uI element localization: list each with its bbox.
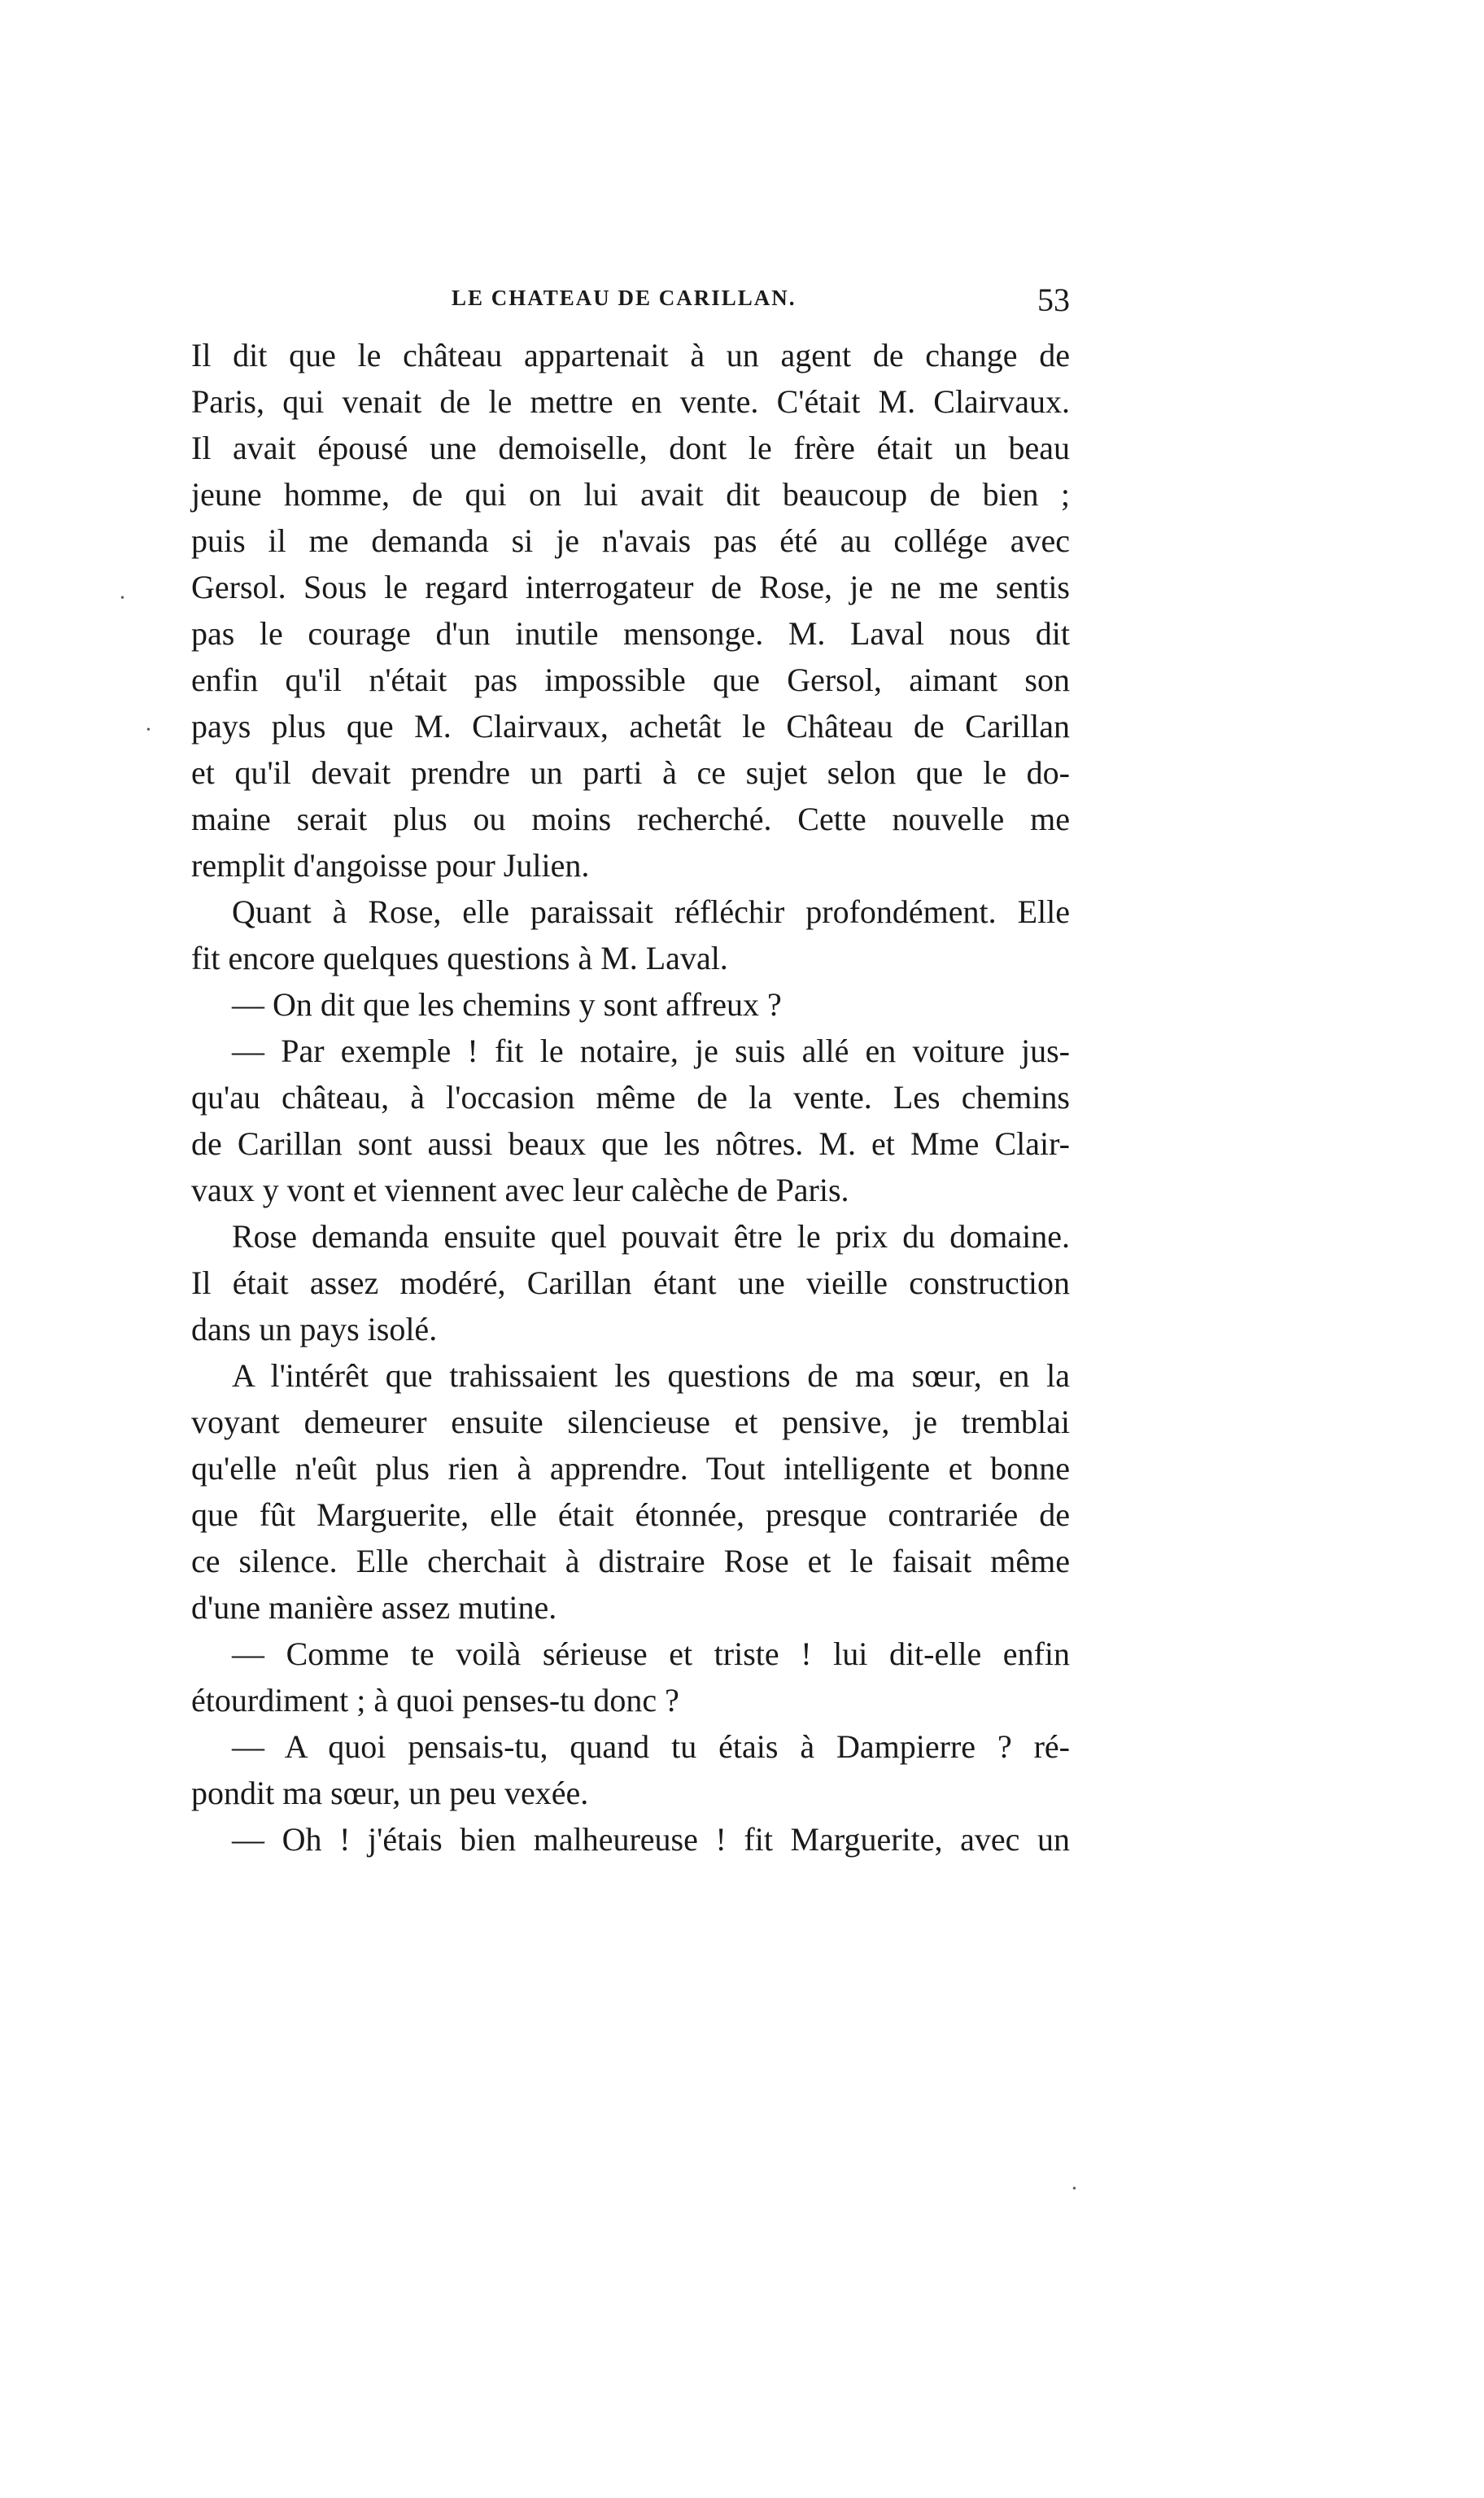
text-line: maine serait plus ou moins recherché. Cette nouvelle me xyxy=(191,801,1070,837)
text-line: — Comme te voilà sérieuse et triste ! lui dit-elle enfin xyxy=(232,1635,1070,1672)
scan-speck: • xyxy=(120,592,124,605)
text-line: étourdiment ; à quoi penses-tu donc ? xyxy=(191,1682,679,1718)
body-text xyxy=(191,332,1070,1863)
text-line: jeune homme, de qui on lui avait dit beaucoup de bien ; xyxy=(191,476,1070,513)
running-head xyxy=(207,281,1070,321)
text-line: qu'au château, à l'occasion même de la vente. Les chemins xyxy=(191,1079,1070,1116)
text-line: pas le courage d'un inutile mensonge. M. Laval nous dit xyxy=(191,615,1070,652)
text-line: Il dit que le château appartenait à un agent de change de xyxy=(191,337,1070,373)
text-line: A l'intérêt que trahissaient les questions de ma sœur, en la xyxy=(232,1357,1070,1394)
text-line: d'une manière assez mutine. xyxy=(191,1589,557,1626)
text-line: Rose demanda ensuite quel pouvait être le prix du domaine. xyxy=(232,1218,1070,1255)
text-line: pays plus que M. Clairvaux, achetât le Château de Carillan xyxy=(191,708,1070,745)
text-line: et qu'il devait prendre un parti à ce sujet selon que le do- xyxy=(191,754,1070,791)
text-line: enfin qu'il n'était pas impossible que Gersol, aimant son xyxy=(191,662,1070,698)
text-line: pondit ma sœur, un peu vexée. xyxy=(191,1775,589,1811)
text-line: qu'elle n'eût plus rien à apprendre. Tout intelligente et bonne xyxy=(191,1450,1070,1487)
scan-speck: • xyxy=(146,724,151,736)
scan-speck: • xyxy=(1072,2183,1076,2195)
text-line: Il avait épousé une demoiselle, dont le frère était un beau xyxy=(191,430,1070,466)
text-line: Quant à Rose, elle paraissait réfléchir profondément. Elle xyxy=(232,893,1070,930)
text-line: puis il me demanda si je n'avais pas été au collége avec xyxy=(191,522,1070,559)
text-line: remplit d'angoisse pour Julien. xyxy=(191,847,590,884)
text-line: vaux y vont et viennent avec leur calèche de Paris. xyxy=(191,1172,849,1208)
text-line: — On dit que les chemins y sont affreux ? xyxy=(232,986,782,1023)
text-line: Il était assez modéré, Carillan étant une vieille construction xyxy=(191,1264,1070,1301)
text-line: fit encore quelques questions à M. Laval. xyxy=(191,940,728,976)
text-line: que fût Marguerite, elle était étonnée, presque contrariée de xyxy=(191,1496,1070,1533)
text-line: Paris, qui venait de le mettre en vente. C'était M. Clairvaux. xyxy=(191,383,1070,420)
running-title: LE CHATEAU DE CARILLAN. xyxy=(452,286,797,310)
text-line: — A quoi pensais-tu, quand tu étais à Dampierre ? ré- xyxy=(232,1728,1070,1765)
page-number: 53 xyxy=(1037,282,1070,318)
text-line: de Carillan sont aussi beaux que les nôtres. M. et Mme Clair- xyxy=(191,1125,1070,1162)
text-line: Gersol. Sous le regard interrogateur de Rose, je ne me sentis xyxy=(191,569,1070,605)
text-line: ce silence. Elle cherchait à distraire Rose et le faisait même xyxy=(191,1543,1070,1579)
text-line: — Par exemple ! fit le notaire, je suis allé en voiture jus- xyxy=(232,1033,1070,1069)
text-line: — Oh ! j'étais bien malheureuse ! fit Marguerite, avec un xyxy=(232,1821,1070,1858)
text-line: voyant demeurer ensuite silencieuse et pensive, je tremblai xyxy=(191,1404,1070,1440)
text-line: dans un pays isolé. xyxy=(191,1311,438,1347)
